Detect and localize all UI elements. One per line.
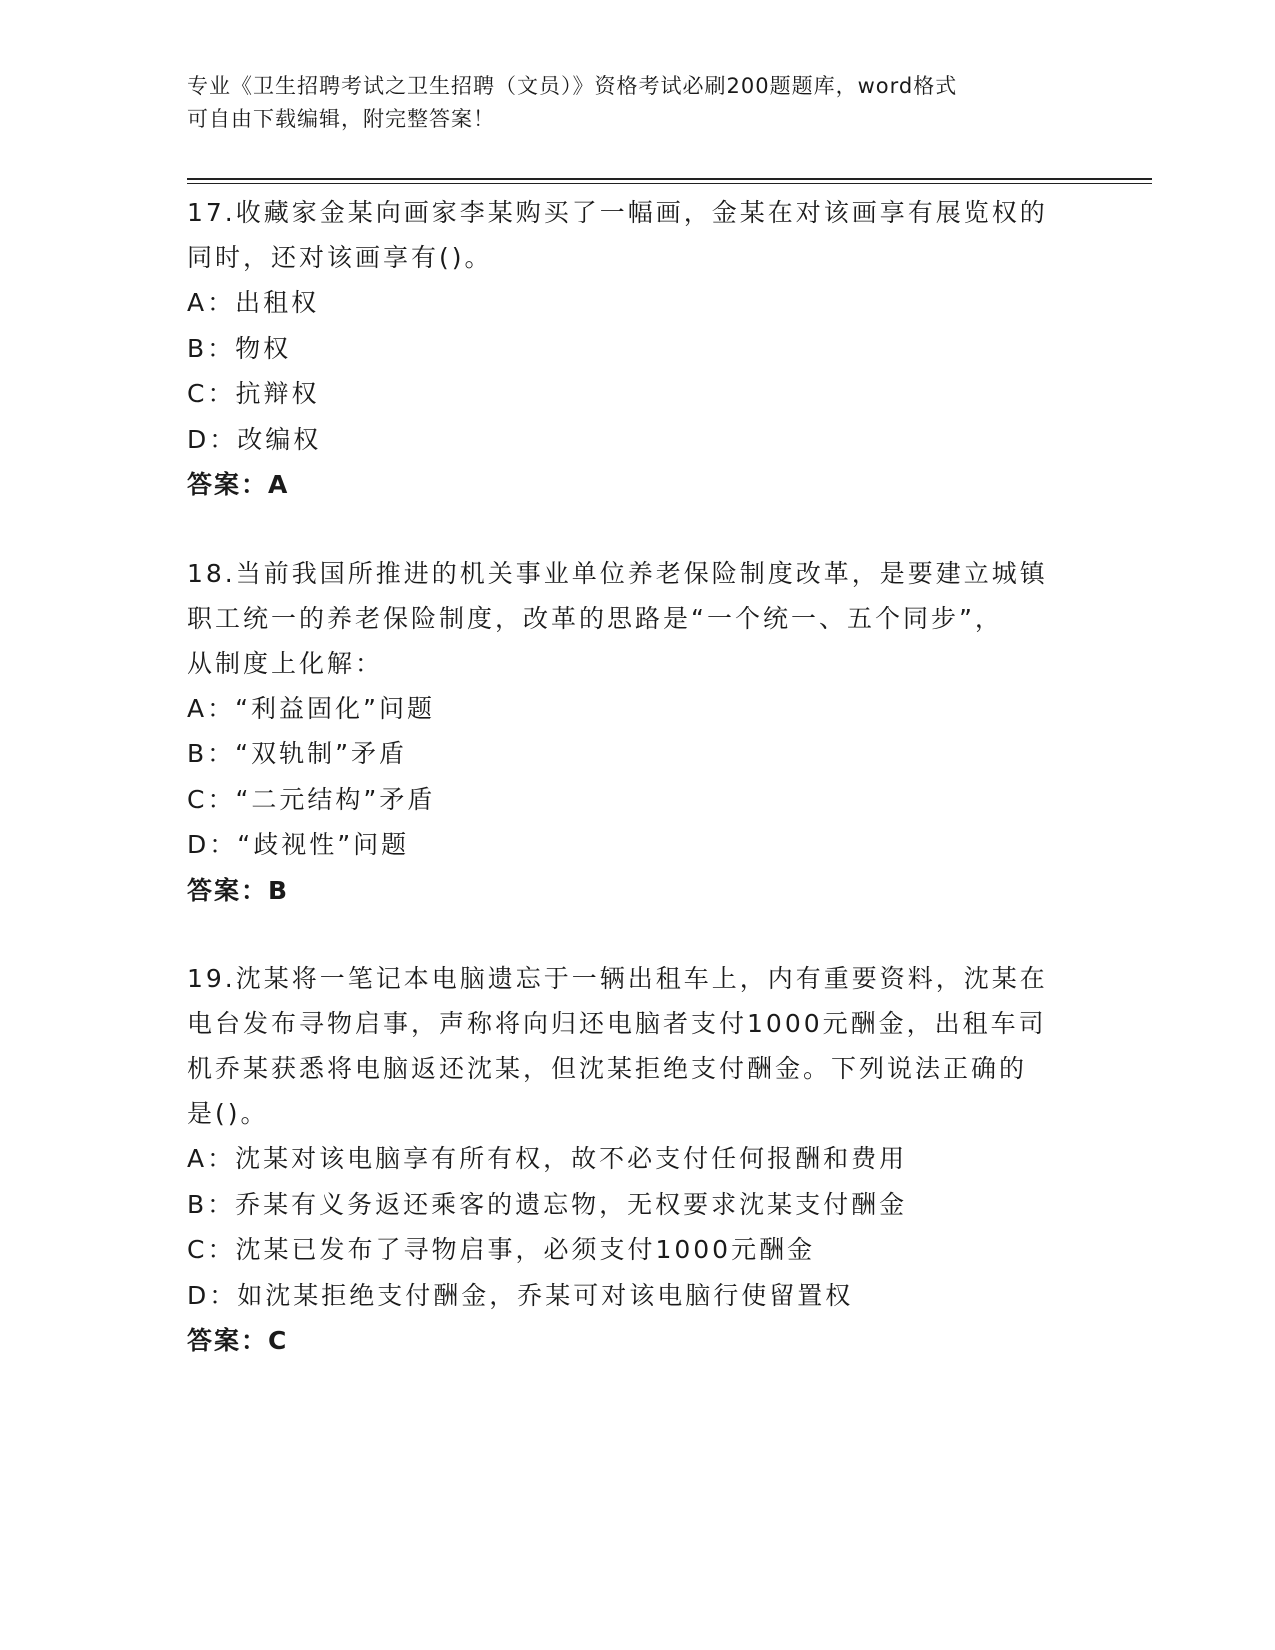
question-stem-line: 19.沈某将一笔记本电脑遗忘于一辆出租车上，内有重要资料，沈某在 <box>187 964 1048 993</box>
header-divider-thin <box>187 183 1152 184</box>
document-header <box>187 70 1067 136</box>
header-line-2: 可自由下载编辑，附完整答案！ <box>187 107 495 131</box>
option-d: D：“歧视性”问题 <box>187 830 410 859</box>
option-b: B：“双轨制”矛盾 <box>187 739 408 768</box>
option-b: B：物权 <box>187 333 292 363</box>
option-a: A：“利益固化”问题 <box>187 693 436 723</box>
option-c: C：抗辩权 <box>187 379 320 408</box>
question-stem-line: 机乔某获悉将电脑返还沈某，但沈某拒绝支付酬金。下列说法正确的 <box>187 1054 1028 1083</box>
question-list <box>187 190 1087 1364</box>
question-17 <box>187 190 1087 508</box>
question-stem-line: 同时，还对该画享有()。 <box>187 243 493 272</box>
answer-line: 答案：C <box>187 1326 289 1355</box>
question-stem-line: 职工统一的养老保险制度，改革的思路是“一个统一、五个同步”， <box>187 603 1003 633</box>
option-a: A：出租权 <box>187 288 320 317</box>
option-c: C：沈某已发布了寻物启事，必须支付1000元酬金 <box>187 1235 816 1264</box>
header-divider-thick <box>187 178 1152 180</box>
question-stem-line: 电台发布寻物启事，声称将向归还电脑者支付1000元酬金，出租车司 <box>187 1009 1047 1038</box>
question-19 <box>187 956 1087 1364</box>
question-stem-line: 18.当前我国所推进的机关事业单位养老保险制度改革，是要建立城镇 <box>187 558 1048 588</box>
question-stem-line: 是()。 <box>187 1099 269 1128</box>
question-18 <box>187 551 1087 914</box>
question-stem-line: 从制度上化解： <box>187 648 384 678</box>
header-line-1: 专业《卫生招聘考试之卫生招聘（文员）》资格考试必刷200题题库，word格式 <box>187 74 958 98</box>
option-d: D：如沈某拒绝支付酬金，乔某可对该电脑行使留置权 <box>187 1280 854 1310</box>
option-d: D：改编权 <box>187 424 322 454</box>
option-a: A：沈某对该电脑享有所有权，故不必支付任何报酬和费用 <box>187 1144 908 1173</box>
answer-line: 答案：B <box>187 875 290 905</box>
option-b: B：乔某有义务返还乘客的遗忘物，无权要求沈某支付酬金 <box>187 1189 908 1219</box>
answer-line: 答案：A <box>187 470 290 499</box>
question-stem-line: 17.收藏家金某向画家李某购买了一幅画，金某在对该画享有展览权的 <box>187 198 1048 227</box>
option-c: C：“二元结构”矛盾 <box>187 784 436 814</box>
